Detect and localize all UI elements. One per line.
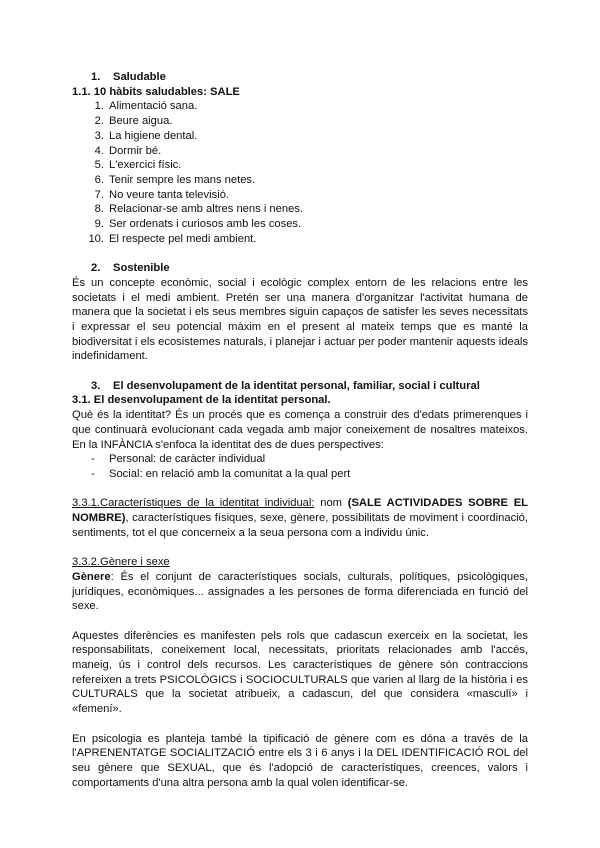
differences-paragraph: Aquestes diferències es manifesten pels rols que cadascun exerceix en la societat, les responsabilitats, coneixement local, necessitats, prioritats relacionades amb l'accés, maneig, ús i control dels recursos. Les característiques de gènere són contraccions refereixen a trets PSICOLÒGICS i SOCIOCULTURALS que varien al llarg de la història i es CULTURALS que la societat atribueix, a cadascun, del que considera «masculí» i «femení».	[72, 629, 528, 716]
psychology-paragraph: En psicologia es planteja també la tipificació de gènere com es dóna a través de la l'APRENENTATGE SOCIALITZACIÓ entre els 3 i 6 anys i la DEL IDENTIFICACIÓ ROL del seu gènere que SEXUAL, que és l'adopció de característiques, creences, valors i comportaments d'una altra persona amb la qual volen identificar-se.	[72, 732, 528, 789]
list-number: 3.	[94, 129, 104, 142]
list-number: 8.	[94, 203, 104, 216]
list-text: Tenir sempre les mans netes.	[109, 173, 256, 186]
document-page	[72, 70, 528, 790]
list-text: La higiene dental.	[109, 129, 198, 142]
list-item	[72, 467, 528, 482]
section-3-title: El desenvolupament de la identitat personal, familiar, social i cultural	[113, 379, 480, 392]
list-text: Social: en relació amb la comunitat a la qual pert	[109, 467, 351, 480]
list-item	[72, 217, 528, 232]
list-item	[72, 232, 528, 247]
activity-note: (SALE ACTIVIDADES SOBRE EL NOMBRE)	[72, 497, 529, 525]
section-3-3-2-heading: 3.3.2.Gènere i sexe	[72, 556, 170, 569]
list-item	[72, 99, 528, 114]
section-2-number: 2.	[91, 262, 101, 275]
list-text: L'exercici físic.	[109, 159, 182, 172]
section-3-3-1-paragraph	[72, 496, 528, 540]
section-3-1-paragraph: Què és la identitat? És un procés que es comença a construir des d'edats primerenques i que continuarà evolucionant cada vegada amb major coneixement de nosaltres mateixos. En la INFÀNCIA s'enfoca la identitat des de dues perspectives:	[72, 409, 528, 451]
list-text: No veure tanta televisió.	[109, 188, 230, 201]
section-3-number: 3.	[91, 379, 101, 392]
list-text: El respecte pel medi ambient.	[109, 232, 257, 245]
section-1-title: Saludable	[113, 71, 166, 83]
list-number: 7.	[94, 188, 104, 201]
list-text: Personal: de caràcter individual	[109, 453, 266, 466]
section-3-3-1-heading: 3.3.1.Característiques de la identitat individual:	[72, 497, 315, 510]
list-item	[72, 173, 528, 188]
term-genere: Gènere	[72, 570, 111, 583]
habits-list	[72, 99, 528, 246]
list-text: Alimentació sana.	[109, 100, 198, 113]
section-1-heading	[72, 70, 528, 85]
section-1-1-heading: 1.1. 10 hàbits saludables: SALE	[72, 85, 240, 98]
list-item	[72, 452, 528, 467]
list-item	[72, 188, 528, 203]
list-text: Beure aigua.	[109, 115, 173, 128]
section-2-paragraph: És un concepte econòmic, social i ecològic complex entorn de les relacions entre les societats i el medi ambient. Pretén ser una manera d'organitzar l'activitat humana de manera que la societat i els seus membres siguin capaços de satisfer les seves necessitats i expressar el seu potencial màxim en el present al mateix temps que es manté la biodiversitat i els ecosistemes naturals, i planejar i actuar per poder mantenir aquests ideals indefinidament.	[72, 276, 528, 363]
list-number: 5.	[94, 159, 104, 172]
list-number: 4.	[94, 144, 104, 157]
list-item	[72, 202, 528, 217]
section-3-1-heading: 3.1. El desenvolupament de la identitat personal.	[72, 394, 331, 407]
list-item	[72, 144, 528, 159]
list-number: 10.	[88, 232, 104, 245]
list-text: Relacionar-se amb altres nens i nenes.	[109, 203, 304, 216]
perspectives-list	[72, 452, 528, 481]
section-3-3-2-paragraph	[72, 570, 528, 614]
list-number: 6.	[94, 173, 104, 186]
list-number: 9.	[94, 218, 104, 231]
section-2-heading	[72, 261, 528, 276]
section-1-number: 1.	[91, 71, 101, 83]
paragraph-text: nom	[314, 497, 348, 510]
dash-bullet: -	[91, 467, 95, 480]
section-3-heading	[72, 379, 528, 394]
list-item	[72, 114, 528, 129]
paragraph-text: : És el conjunt de característiques socials, culturals, polítiques, psicològiques, jurídiques, econòmiques... assignades a les persones de forma diferenciada en funció del sexe.	[72, 570, 528, 613]
list-text: Dormir bé.	[109, 144, 162, 157]
dash-bullet: -	[91, 453, 95, 466]
list-number: 2.	[94, 115, 104, 128]
list-text: Ser ordenats i curiosos amb les coses.	[109, 218, 302, 231]
list-number: 1.	[94, 100, 104, 113]
paragraph-text: , característiques físiques, sexe, gènere, possibilitats de moviment i coordinació, sentiments, tot el que concerneix a la seua persona com a individu únic.	[72, 512, 528, 539]
list-item	[72, 129, 528, 144]
list-item	[72, 158, 528, 173]
section-2-title: Sostenible	[113, 262, 170, 275]
